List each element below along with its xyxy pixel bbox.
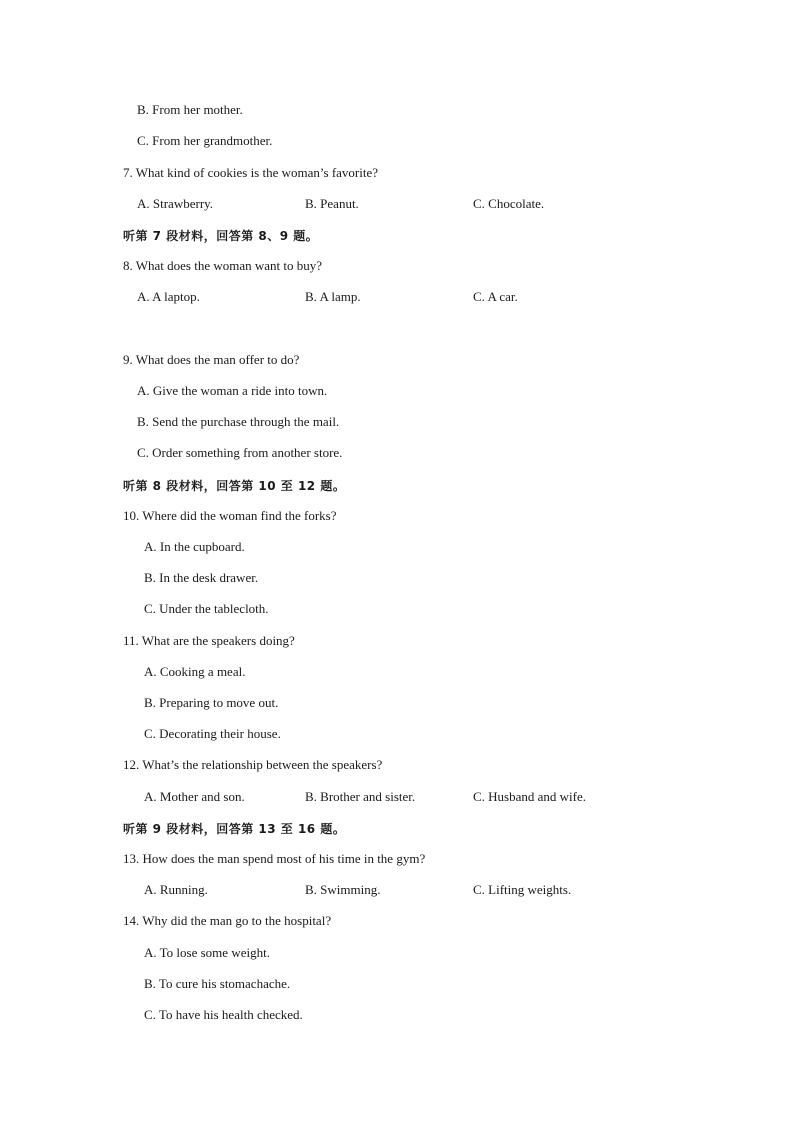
q9-question: 9. What does the man offer to do? bbox=[123, 352, 300, 367]
section-7-instruction: 听第 7 段材料，回答第 8、9 题。 bbox=[123, 229, 319, 243]
q11-option-c: C. Decorating their house. bbox=[144, 726, 281, 741]
q11-option-b: B. Preparing to move out. bbox=[144, 695, 279, 710]
q14-option-c: C. To have his health checked. bbox=[144, 1007, 303, 1022]
q12-option-b: B. Brother and sister. bbox=[305, 789, 416, 804]
section-9-instruction: 听第 9 段材料，回答第 13 至 16 题。 bbox=[123, 822, 346, 836]
q13-option-a: A. Running. bbox=[144, 882, 208, 897]
q6-option-c: C. From her grandmother. bbox=[137, 133, 273, 148]
q14-option-a: A. To lose some weight. bbox=[144, 945, 270, 960]
q8-option-a: A. A laptop. bbox=[137, 289, 200, 304]
q10-option-a: A. In the cupboard. bbox=[144, 539, 245, 554]
q13-question: 13. How does the man spend most of his time in the gym? bbox=[123, 851, 426, 866]
q7-option-c: C. Chocolate. bbox=[473, 196, 545, 211]
section-8-instruction: 听第 8 段材料，回答第 10 至 12 题。 bbox=[123, 479, 346, 493]
q9-option-a: A. Give the woman a ride into town. bbox=[137, 383, 328, 398]
q11-question: 11. What are the speakers doing? bbox=[123, 633, 295, 648]
q13-option-b: B. Swimming. bbox=[305, 882, 381, 897]
q13-option-c: C. Lifting weights. bbox=[473, 882, 572, 897]
q9-option-b: B. Send the purchase through the mail. bbox=[137, 414, 340, 429]
q14-option-b: B. To cure his stomachache. bbox=[144, 976, 291, 991]
q12-question: 12. What’s the relationship between the speakers? bbox=[123, 757, 383, 772]
q10-option-b: B. In the desk drawer. bbox=[144, 570, 259, 585]
q7-option-b: B. Peanut. bbox=[305, 196, 359, 211]
q12-option-a: A. Mother and son. bbox=[144, 789, 245, 804]
q7-question: 7. What kind of cookies is the woman’s favorite? bbox=[123, 165, 379, 180]
q8-question: 8. What does the woman want to buy? bbox=[123, 258, 323, 273]
q14-question: 14. Why did the man go to the hospital? bbox=[123, 913, 332, 928]
q8-option-c: C. A car. bbox=[473, 289, 518, 304]
q12-option-c: C. Husband and wife. bbox=[473, 789, 587, 804]
q11-option-a: A. Cooking a meal. bbox=[144, 664, 246, 679]
q6-option-b: B. From her mother. bbox=[137, 102, 243, 117]
q10-option-c: C. Under the tablecloth. bbox=[144, 601, 269, 616]
q8-option-b: B. A lamp. bbox=[305, 289, 361, 304]
q9-option-c: C. Order something from another store. bbox=[137, 445, 343, 460]
q10-question: 10. Where did the woman find the forks? bbox=[123, 508, 337, 523]
q7-option-a: A. Strawberry. bbox=[137, 196, 214, 211]
